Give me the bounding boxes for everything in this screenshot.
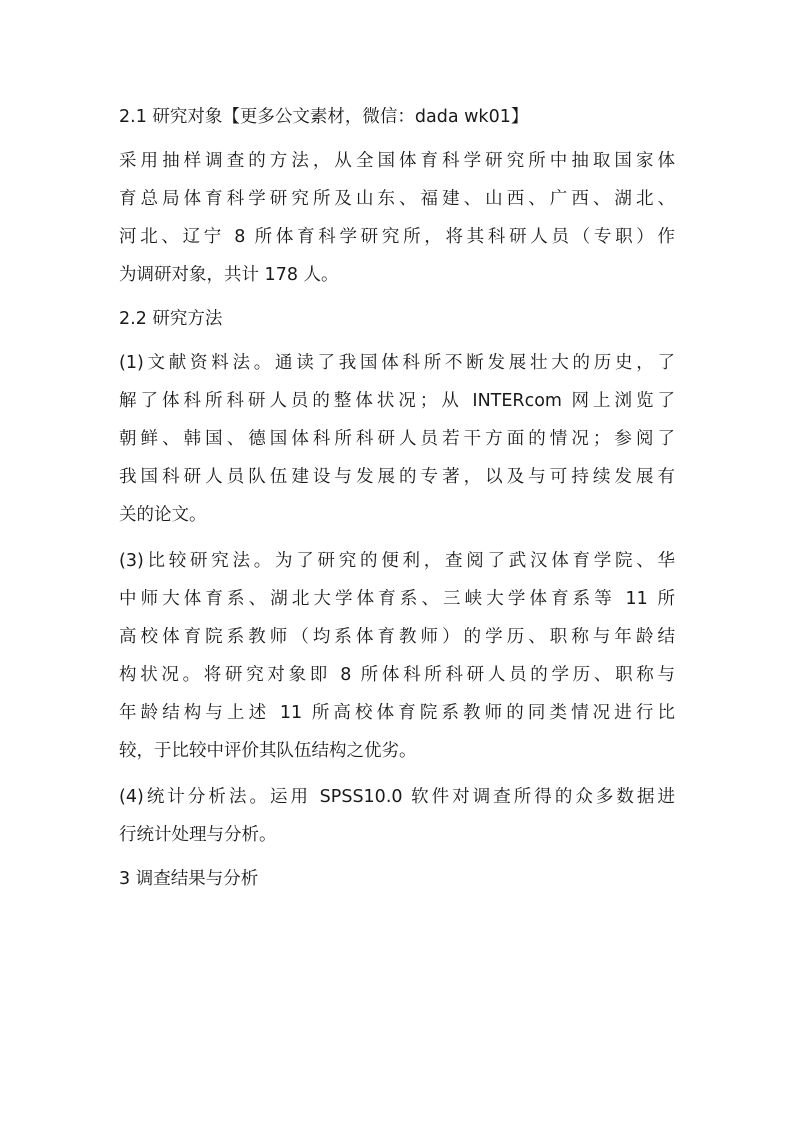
paragraph-line: 构状况。将研究对象即 8 所体科所科研人员的学历、职称与 xyxy=(119,665,675,685)
paragraph-line: 中师大体育系、湖北大学体育系、三峡大学体育系等 11 所 xyxy=(119,589,675,609)
paragraph-line: 解了体科所科研人员的整体状况；从 INTERcom 网上浏览了 xyxy=(119,391,675,411)
paragraph-line: 我国科研人员队伍建设与发展的专著，以及与可持续发展有 xyxy=(119,467,675,487)
paragraph-statistical-method xyxy=(119,778,675,854)
paragraph-line: 为调研对象，共计 178 人。 xyxy=(119,265,339,285)
paragraph-line: 采用抽样调查的方法，从全国体育科学研究所中抽取国家体 xyxy=(119,151,675,171)
document-body xyxy=(119,100,675,904)
paragraph-research-subjects xyxy=(119,142,675,294)
paragraph-comparative-method xyxy=(119,542,675,770)
paragraph-line: (3)比较研究法。为了研究的便利，查阅了武汉体育学院、华 xyxy=(119,551,675,571)
paragraph-line: 关的论文。 xyxy=(119,505,207,525)
section-heading-2-2: 2.2 研究方法 xyxy=(119,309,223,329)
paragraph-line: 较，于比较中评价其队伍结构之优劣。 xyxy=(119,741,417,761)
paragraph-line: 朝鲜、韩国、德国体科所科研人员若干方面的情况；参阅了 xyxy=(119,429,675,449)
section-heading-3: 3 调查结果与分析 xyxy=(119,869,259,889)
paragraph-line: 年龄结构与上述 11 所高校体育院系教师的同类情况进行比 xyxy=(119,703,675,723)
paragraph-line: (4)统计分析法。运用 SPSS10.0 软件对调查所得的众多数据进 xyxy=(119,787,675,807)
paragraph-line: (1)文献资料法。通读了我国体科所不断发展壮大的历史，了 xyxy=(119,353,675,373)
paragraph-line: 高校体育院系教师（均系体育教师）的学历、职称与年龄结 xyxy=(119,627,675,647)
paragraph-line: 育总局体育科学研究所及山东、福建、山西、广西、湖北、 xyxy=(119,189,675,209)
paragraph-line: 行统计处理与分析。 xyxy=(119,825,277,845)
paragraph-literature-method xyxy=(119,344,675,534)
section-heading-2-1: 2.1 研究对象【更多公文素材，微信：dada wk01】 xyxy=(119,107,529,127)
paragraph-line: 河北、辽宁 8 所体育科学研究所，将其科研人员（专职）作 xyxy=(119,227,675,247)
